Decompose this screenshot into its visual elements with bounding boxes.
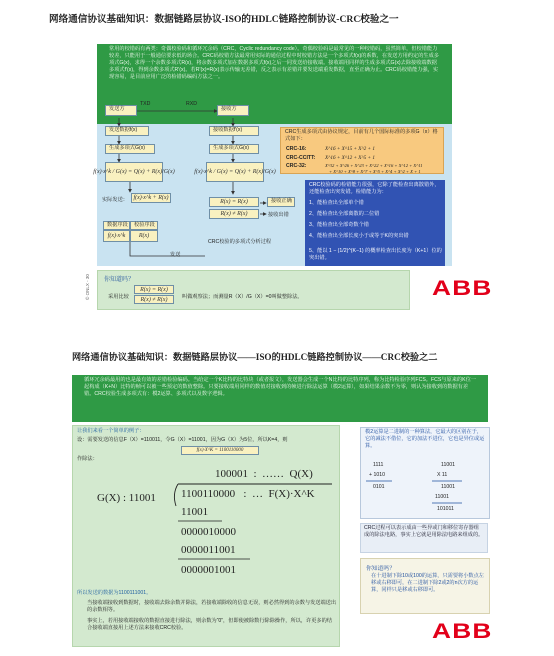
receiver-box: 接收方 [217, 105, 249, 116]
slide2-intro: 循环冗余码最用的也是最有效的差错检验编码。当给定一个K比特的比特块（或者报文），发送器会生成一个N比特的比特序列，称为比特检验序列FCS。FCS与原来的K位一起构成（K+N）比特的帧可以被一些预定的数值整除。只要接收端用同样的数值对接收到的帧进行除法运算（模2运算），如果结果余数不为零，则认为接收到的数据有差错。CRC校验生成多项式有：模2运算、多项式以及数字逻辑。 [72, 375, 488, 422]
divisor-label: G(X) : 11001 [97, 492, 156, 504]
gen-poly-left: 生成多项式G(x) [105, 144, 155, 154]
mod2-panel [360, 427, 490, 519]
data-poly: f(x)·x^k [103, 230, 130, 242]
crc32-poly-a: X^32 + X^26 + X^23 + X^22 + X^16 + X^12 + X^11 [325, 163, 423, 168]
compare-unequal: R(x) ≠ R(x) [209, 209, 259, 219]
division-formula-right: f(x)·x^k / G(x) = Q(x) + R(x)/G(x) [206, 162, 264, 182]
standards-intro: CRC生成多项式由协议规定，目前有几个国际标准的多项G（x）格式如下： [285, 129, 438, 143]
ability-item-2: 2、能检查出全部离散的二位错 [309, 211, 380, 217]
crc16-label: CRC-16: [286, 146, 307, 152]
question-title: 你知道吗？ [104, 277, 135, 283]
example-panel [72, 425, 340, 647]
crc16-poly: X^16 + X^15 + X^2 + 1 [325, 146, 375, 152]
mod2-mul-3: 11001 [441, 484, 456, 490]
side-label: © ONLX - 30 [85, 274, 90, 300]
question-eq1: R(x) = R(x) [134, 285, 174, 294]
question-eq2: R(x) ≠ R(x) [134, 295, 174, 304]
check-bits-label: 校验序段 [130, 221, 158, 230]
example-fx: f(x)·X^K = 1100110000 [181, 446, 259, 455]
slide2-know-box [360, 558, 490, 614]
division-formula-left: f(x)·x^k / G(x) = Q(x) + R(x)/G(x) [105, 162, 163, 182]
mod2-mul-1: 11001 [441, 462, 456, 468]
data-bits-label: 数据序段 [103, 221, 130, 230]
send-data-box: 发送数据f(x) [105, 126, 149, 136]
slide1-know-box [97, 270, 410, 310]
slide2-title: 网络通信协议基础知识：数据链路层协议——ISO的HDLC链路控制协议——CRC校验之二 [72, 352, 438, 362]
ccitt-poly: X^16 + X^12 + X^5 + 1 [325, 155, 375, 161]
compare-equal: R(x) = R(x) [209, 197, 259, 207]
ability-intro: CRC校验码的检错能力很强，它除了能检查出离散错外，还能检查出突发错。检错能力为： [309, 182, 440, 196]
example-fact: 事实上，若用接收端接收的数据直接进行除法，则余数为“0”，但即使被除数行除除操作，所以，许更多的结合接收端直接用上述方法来接收CRC校验。 [87, 618, 332, 632]
actual-send-label: 实际发送： [102, 197, 128, 203]
mod2-add-2: + 1010 [369, 472, 386, 478]
long-div-step-3: 0000011001 [181, 544, 236, 556]
example-result: 所以发送的数据为1100111001。 [77, 590, 152, 596]
long-div-step-1: 11001 [181, 506, 209, 518]
question-note: 叫做观察法；而测量R（X）/G（X）=0叫做整除法。 [182, 294, 303, 300]
mod2-mul-4: 11001 [435, 494, 450, 500]
example-recv: 当接收端接收到数据时，接收端去除余数并除法，若接收端除收的信息无误，则必然得到的余数与发送端送出的余数相等。 [87, 600, 337, 614]
mod2-mul-5: 101011 [437, 506, 454, 512]
crc32-poly-b: + X^10 + X^8 + X^7 + X^5 + X^4 + X^2 + X + 1 [329, 169, 421, 174]
long-div-step-2: 0000010000 [181, 526, 236, 538]
rxd-label: RXD [186, 101, 197, 107]
dividend-line: 1100110000 : … F(X)·X^K [181, 488, 315, 500]
know-title: 你知道吗？ [366, 566, 395, 572]
slide1-intro: 常用的校错码有两类：奇偶校验码和循环冗余码（CRC，Cyclic redundancy code）。奇偶校验码是最常见的一种校错码，虽然简单，但校错能力较差，只能用于一般通信要求低的场合。CRC码校错方法最常用实际的通信过程中时校错方法是一个多项式f(x)的系数，在发送方用约定的生成多项式G(x)，求得一个余数多项式R(x)，将余数多项式加在数据多项式f(x)之后一同发送给接收端。接收端用同样的生成多项式G(x)去除接收端数据多项式f'(x)，得到余数多项式R'(x)。若R'(x)=R(x)表示传输无差错，反之表示有差错并要发送端重发数据，直至正确为止。CRC码校错能力强，实现容易，是目前应用广泛的检错码编码方法之一。 [97, 44, 452, 124]
check-poly: R(x) [130, 230, 158, 242]
know-body: 在十进制下除10或100的运算，只需要将小数点左移或右移即可，在二进制下除2或2的n次方的运算，同样只是移或右移即可。 [371, 573, 484, 594]
ability-item-5: 5、能以 1 − (1/2)^(K−1) 的概率检查出长度为（K+1）位的突出错。 [309, 248, 442, 262]
actual-send-formula: f(x)·x^k + R(x) [131, 193, 171, 203]
ability-item-1: 1、能检查出全部单个错 [309, 200, 364, 206]
slide1-title: 网络通信协议基础知识：数据链路层协议-ISO的HDLC链路控制协议-CRC校验之一 [49, 14, 399, 25]
abb-logo-1: ABB [432, 277, 493, 300]
gen-poly-right: 生成多项式G(x) [209, 144, 259, 154]
flow-caption: CRC校验的多项式分析过程 [208, 239, 272, 245]
mod2-add-1: 1111 [373, 462, 384, 468]
recv-data-box: 接收数据f'(x) [209, 126, 259, 136]
ccitt-label: CRC-CCITT: [286, 155, 316, 161]
mod2-intro: 模2运算是二进制的一种算法，它最大的区别在于，它的减法不借位，它的加法不进位，它也是异位或运算。 [365, 429, 485, 450]
mod2-add-3: 0101 [373, 484, 385, 490]
txd-label: TXD [140, 101, 151, 107]
crc-standards-box [280, 127, 444, 174]
ability-item-4: 4、能检查出全部长度小于或等于K的突出错 [309, 233, 409, 239]
example-op: 作除法： [77, 456, 98, 462]
long-div-step-4: 0000001001 [181, 564, 236, 576]
mod2-mul-2: X 11 [437, 472, 448, 478]
abb-logo-2: ABB [432, 620, 493, 643]
crc-ability-box [305, 180, 445, 266]
quotient-line: 100001 : …… Q(X) [215, 468, 313, 480]
recv-err-label: 接收出错 [268, 212, 289, 218]
send-label: 发送 [170, 252, 181, 258]
example-given: 设：需要发送的信息F（X）=110011，令G（X）=11001，因为G（X）为5位，所以K=4，则 [77, 437, 288, 443]
example-lead: 让我们来看一个简单的例子： [77, 428, 145, 434]
ability-item-3: 3、能检查出全部奇数个错 [309, 222, 369, 228]
sender-box: 发送方 [105, 105, 137, 116]
crc-circuit-note: CRC过程可以表示成由一些异或门和移位寄存器组成的除法电路，事实上它就是用除法电路来组成的。 [360, 523, 488, 553]
recv-ok-box: 接收正确 [267, 197, 295, 207]
question-method: 采用比较 [108, 294, 129, 300]
crc32-label: CRC-32: [286, 163, 307, 169]
